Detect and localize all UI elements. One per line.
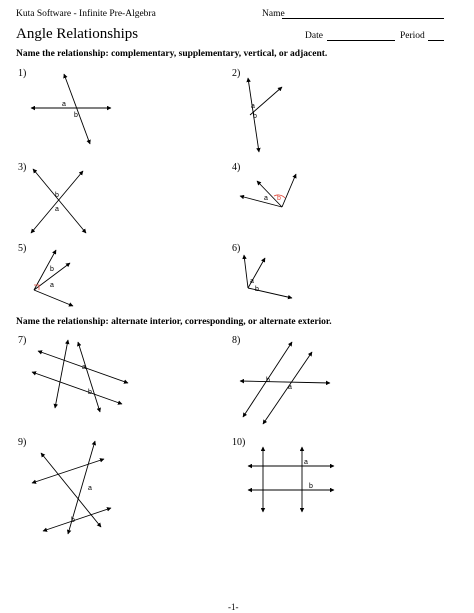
figure-8: [240, 342, 330, 424]
figure-7: [32, 340, 128, 412]
figure-6: [244, 255, 292, 298]
fig9-label-b: b: [71, 517, 75, 524]
page-number: -1-: [228, 602, 239, 612]
fig8-label-b: b: [266, 377, 270, 384]
fig9-label-a: a: [88, 485, 92, 492]
fig6-label-a: a: [250, 278, 254, 285]
fig6-label-b: b: [255, 286, 259, 293]
problem-2-number: 2): [232, 68, 241, 79]
figure-10: [248, 447, 334, 512]
problem-6-number: 6): [232, 243, 241, 254]
date-label: Date: [305, 31, 323, 41]
figure-4: [240, 174, 296, 207]
figure-3: [31, 169, 86, 233]
fig1-label-b: b: [74, 112, 78, 119]
fig7-label-a: a: [82, 364, 86, 371]
fig10-label-a: a: [304, 459, 308, 466]
period-label: Period: [400, 31, 425, 41]
figure-2: [248, 78, 282, 152]
problem-10-number: 10): [232, 437, 246, 448]
fig5-label-a: a: [50, 282, 54, 289]
fig3-label-b: b: [55, 192, 59, 199]
fig3-label-a: a: [55, 206, 59, 213]
fig10-label-b: b: [309, 483, 313, 490]
problem-1-number: 1): [18, 68, 27, 79]
problem-3-number: 3): [18, 162, 27, 173]
problem-7-number: 7): [18, 335, 27, 346]
fig5-label-b: b: [50, 266, 54, 273]
problem-8-number: 8): [232, 335, 241, 346]
name-label: Name: [262, 9, 285, 19]
problem-5-number: 5): [18, 243, 27, 254]
section-2-instruction: Name the relationship: alternate interior, corresponding, or alternate exterior.: [16, 317, 332, 327]
worksheet-title: Angle Relationships: [16, 26, 139, 42]
problem-9-number: 9): [18, 437, 27, 448]
fig2-label-a: a: [251, 103, 255, 110]
fig4-label-b: b: [277, 195, 281, 202]
figure-1: [31, 74, 111, 144]
figure-5: [34, 250, 73, 306]
fig7-label-b: b: [88, 389, 92, 396]
software-name: Kuta Software - Infinite Pre-Algebra: [16, 9, 156, 19]
fig8-label-a: a: [288, 384, 292, 391]
section-1-instruction: Name the relationship: complementary, supplementary, vertical, or adjacent.: [16, 49, 328, 59]
figure-9: [32, 441, 111, 534]
problem-4-number: 4): [232, 162, 241, 173]
fig4-label-a: a: [264, 195, 268, 202]
fig2-label-b: b: [253, 113, 257, 120]
fig1-label-a: a: [62, 101, 66, 108]
